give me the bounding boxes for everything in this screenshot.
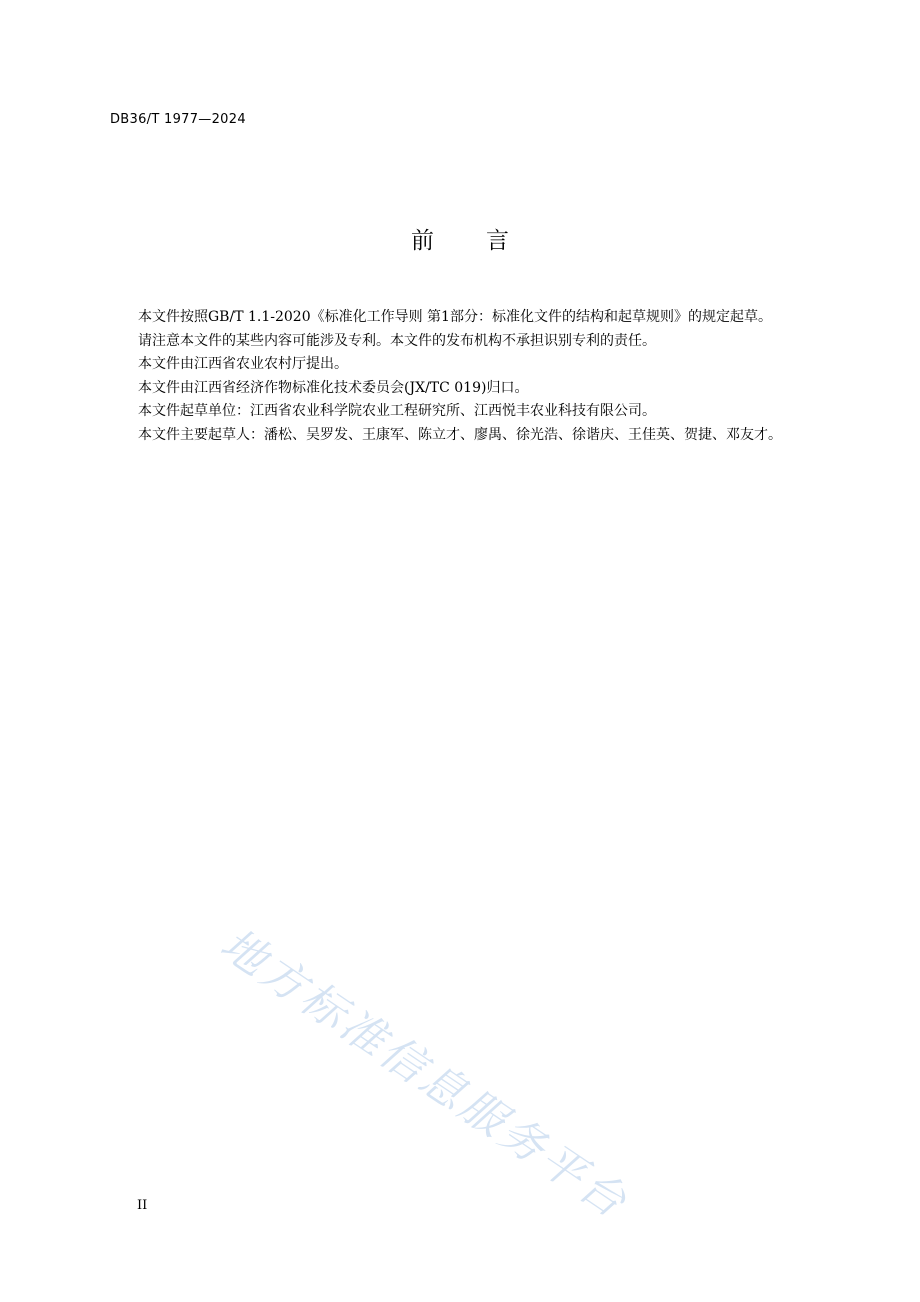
paragraph-standard-basis: 本文件按照GB/T 1.1-2020《标准化工作导则 第1部分：标准化文件的结构和起草规则》的规定起草。 — [138, 309, 772, 325]
paragraph-centralized-by: 本文件由江西省经济作物标准化技术委员会(JX/TC 019)归口。 — [138, 379, 529, 396]
page-title: 前言 — [411, 228, 561, 254]
paragraph-drafting-units: 本文件起草单位：江西省农业科学院农业工程研究所、江西悦丰农业科技有限公司。 — [138, 403, 656, 419]
foreword-body — [110, 306, 834, 447]
paragraph-proposed-by: 本文件由江西省农业农村厅提出。 — [138, 356, 348, 372]
paragraph-patent-notice: 请注意本文件的某些内容可能涉及专利。本文件的发布机构不承担识别专利的责任。 — [138, 332, 656, 349]
page-number: II — [137, 1198, 148, 1213]
document-code: DB36/T 1977—2024 — [110, 112, 246, 127]
watermark: 地方标准信息服务平台 — [211, 918, 638, 1230]
paragraph-drafters: 本文件主要起草人：潘松、吴罗发、王康军、陈立才、廖禺、徐光浩、徐谐庆、王佳英、贺捷、邓友才。 — [138, 426, 782, 443]
